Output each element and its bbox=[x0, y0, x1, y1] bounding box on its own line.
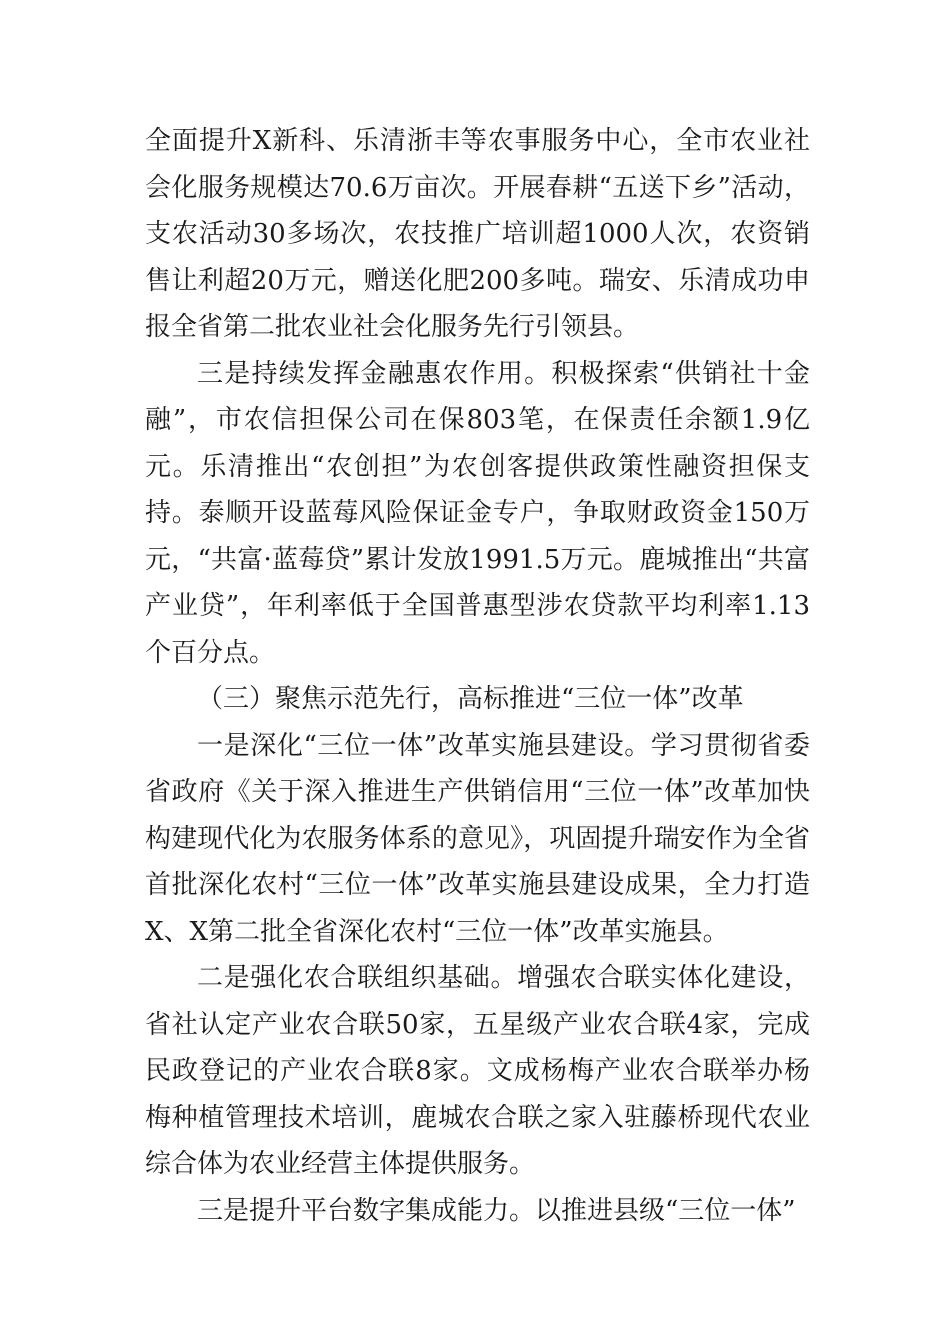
paragraph-cooperative-foundation: 二是强化农合联组织基础。增强农合联实体化建设，省社认定产业农合联50家，五星级产业农合联4家，完成民政登记的产业农合联8家。文成杨梅产业农合联举办杨梅种植管理技术培训，鹿城农合联之家入驻藤桥现代农业综合体为农业经营主体提供服务。 bbox=[145, 963, 810, 1179]
paragraph-digital-platform: 三是提升平台数字集成能力。以推进县级“三位一体” bbox=[197, 1195, 796, 1226]
paragraph-social-services: 全面提升X新科、乐清浙丰等农事服务中心，全市农业社会化服务规模达70.6万亩次。开展春耕“五送下乡”活动，支农活动30多场次，农技推广培训超1000人次，农资销售让利超20万元，赠送化肥200多吨。瑞安、乐清成功申报全省第二批农业社会化服务先行引领县。 bbox=[145, 126, 810, 342]
paragraph-reform-county: 一是深化“三位一体”改革实施县建设。学习贯彻省委省政府《关于深入推进生产供销信用“三位一体”改革加快构建现代化为农服务体系的意见》，巩固提升瑞安作为全省首批深化农村“三位一体”改革实施县建设成果，全力打造X、X第二批全省深化农村“三位一体”改革实施县。 bbox=[145, 730, 810, 947]
paragraph-financial-support: 三是持续发挥金融惠农作用。积极探索“供销社十金融”，市农信担保公司在保803笔，在保责任余额1.9亿元。乐清推出“农创担”为农创客提供政策性融资担保支持。泰顺开设蓝莓风险保证金专户，争取财政资金150万元，“共富·蓝莓贷”累计发放1991.5万元。鹿城推出“共富产业贷”，年利率低于全国普惠型涉农贷款平均利率1.13个百分点。 bbox=[145, 358, 810, 668]
section-heading-three: （三）聚焦示范先行，高标推进“三位一体”改革 bbox=[197, 684, 744, 714]
document-body bbox=[145, 118, 810, 1234]
